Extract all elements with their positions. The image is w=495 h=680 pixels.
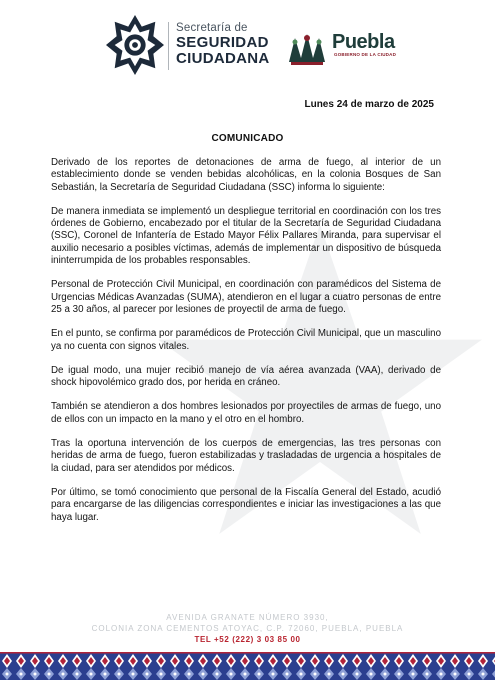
paragraph: De igual modo, una mujer recibió manejo de vía aérea avanzada (VAA), derivado de shock hipovolémico grado dos, por herida en cráneo. [51,364,441,389]
paragraph: Derivado de los reportes de detonaciones de arma de fuego, al interior de un establecimiento donde se venden bebidas alcohólicas, en la colonia Bosques de San Sebastián, la Secretaría de Seguridad Ciudadana (SSC) informa lo siguiente: [51,157,441,193]
paragraph: Por último, se tomó conocimiento que personal de la Fiscalía General del Estado, acudió para encargarse de las diligencias correspondientes e iniciar las investigaciones a las que haya lugar. [51,486,441,523]
footer-address-line2: COLONIA ZONA CEMENTOS ATOYAC, C.P. 72060, PUEBLA, PUEBLA [91,624,404,633]
puebla-name: Puebla [332,31,395,53]
paragraph: En el punto, se confirma por paramédicos de Protección Civil Municipal, que un masculino ya no cuenta con signos vitales. [51,328,441,352]
puebla-emblem-icon [285,28,329,68]
header-divider [168,22,169,70]
ssc-line2: SEGURIDAD [176,34,269,51]
footer-phone: TEL +52 (222) 3 03 85 00 [194,635,301,644]
release-date: Lunes 24 de marzo de 2025 [304,99,434,110]
puebla-subtitle: GOBIERNO DE LA CIUDAD [334,52,397,57]
page-title: COMUNICADO [211,133,284,144]
footer [0,612,495,646]
ssc-wordmark [176,22,286,67]
paragraph: Tras la oportuna intervención de los cuerpos de emergencias, las tres personas con heridas de arma de fuego, fueron estabilizadas y trasladadas de urgencia a hospitales de la ciudad, para ser atendidos por médicos. [51,438,441,474]
ssc-line1: Secretaría de [176,22,248,34]
paragraph: Personal de Protección Civil Municipal, en coordinación con paramédicos del Sistema de Urgencias Médicas Avanzadas (SUMA), atendieron en el lugar a cuatro personas de entre 25 a 30 años, al parecer por lesiones de proyectil de arma de fuego. [51,279,441,315]
letterhead [0,8,495,83]
paragraph: También se atendieron a dos hombres lesionados por proyectiles de armas de fuego, uno de ellos con un impacto en la mano y el otro en el hombro. [51,401,441,425]
police-star-icon [106,14,164,76]
release-body [51,157,441,536]
puebla-wordmark [332,32,396,57]
ssc-line3: CIUDADANA [176,50,270,67]
footer-address-line1: AVENIDA GRANATE NÚMERO 3930, [166,613,329,622]
paragraph: De manera inmediata se implementó un despliegue territorial en coordinación con los tres órdenes de Gobierno, encabezado por el titular de la Secretaría de Seguridad Ciudadana (SSC), Coronel de Infantería de Estado Mayor Félix Pallares Miranda, para supervisar el auxilio necesario a posibles víctimas, además de implementar un dispositivo de búsqueda ininterrumpida de los probables responsables. [51,205,441,267]
decorative-pattern-band [0,652,495,680]
